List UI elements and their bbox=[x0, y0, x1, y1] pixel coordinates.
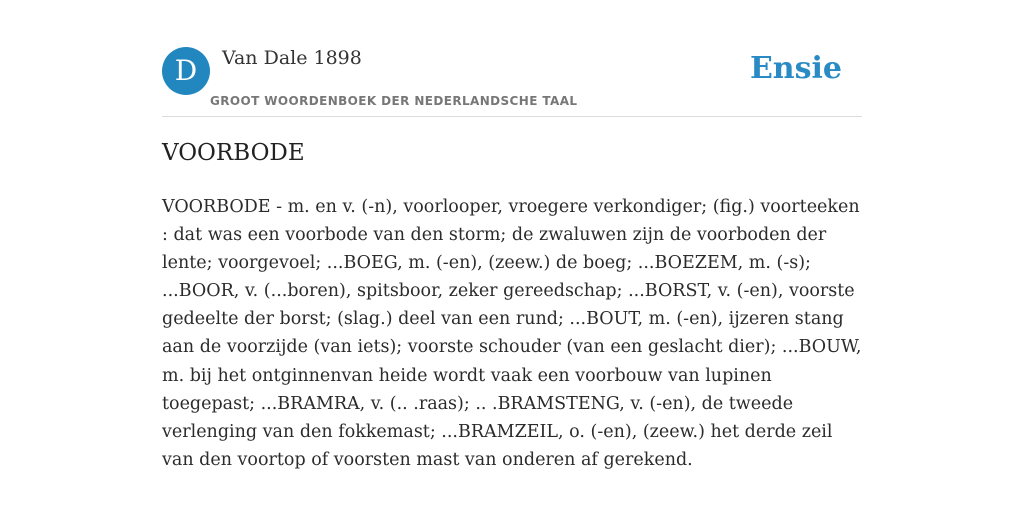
source-subtitle: GROOT WOORDENBOEK DER NEDERLANDSCHE TAAL bbox=[210, 94, 578, 108]
source-title[interactable]: Van Dale 1898 bbox=[222, 47, 362, 69]
brand-logo[interactable]: Ensie bbox=[749, 51, 842, 86]
source-header bbox=[162, 44, 862, 117]
definition-text: VOORBODE - m. en v. (-n), voorlooper, vroegere verkondiger; (fig.) voorteeken : dat was een voorbode van den storm; de zwaluwen zijn de voorboden der lente; voorgevoel; ...BOEG, m. (-en), (zeew.) de boeg; ...BOEZEM, m. (-s); ...BOOR, v. (...boren), spitsboor, zeker gereedschap; ...BORST, v. (-en), voorste gedeelte der borst; (slag.) deel van een rund; ...BOUT, m. (-en), ijzeren stang aan de voorzijde (van iets); voorste schouder (van een geslacht dier); ...BOUW, m. bij het ontginnenvan heide wordt vaak een voorbouw van lupinen toegepast; ...BRAMRA, v. (.. .raas); .. .BRAMSTENG, v. (-en), de tweede verlenging van den fokkemast; ...BRAMZEIL, o. (-en), (zeew.) het derde zeil van den voortop of voorsten mast van onderen af gerekend. bbox=[162, 197, 862, 470]
source-avatar: D bbox=[162, 47, 210, 95]
page-title: VOORBODE bbox=[162, 140, 305, 166]
